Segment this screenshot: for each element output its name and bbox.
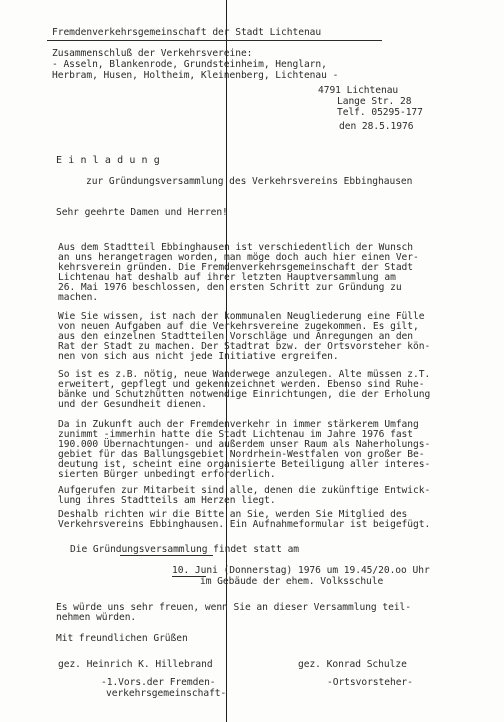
signature-left-role: -1.Vors.der Fremden- [101,677,216,688]
merger-intro: Zusammenschluß der Verkehrsvereine: [52,48,253,59]
paragraph-1-line: kehrsverein gründen. Die Fremdenverkehrsgemeinschaft der Stadt [58,262,414,273]
paragraph-3-line: erweitert, gepflegt und gekennzeichnet werden. Ebenso sind Ruhe- [58,379,425,390]
paragraph-4-line: sierten Bürger unbedingt erforderlich. [58,469,276,480]
merger-line-2: Herbram, Husen, Holtheim, Kleinenberg, Lichtenau - [52,70,339,81]
address-street: Lange Str. 28 [337,96,412,107]
address-phone: Telf. 05295-177 [337,107,423,118]
paragraph-6-line: Deshalb richten wir die Bitte an Sie, werden Sie Mitglied des [58,509,408,520]
paragraph-1-line: Aus dem Stadtteil Ebbinghausen ist verschiedentlich der Wunsch [58,242,414,253]
paragraph-4-line: deutung ist, scheint eine organisierte Beteiligung aller interes- [58,459,431,470]
meeting-location: im Gebäude der ehem. Volksschule [200,576,384,587]
signature-left-name: gez. Heinrich K. Hillebrand [58,659,213,670]
paragraph-4-line: gebiet für das Ballungsgebiet Nordrhein-Westfalen von großer Be- [58,449,425,460]
paragraph-3-line: So ist es z.B. nötig, neue Wanderwege anzulegen. Alte müssen z.T. [58,369,431,380]
letterhead-org: Fremdenverkehrsgemeinschaft der Stadt Lichtenau [52,27,322,38]
letter-subtitle: zur Gründungsversammlung des Verkehrsvereins Ebbinghausen [86,176,413,187]
address-city: 4791 Lichtenau [318,85,399,96]
merger-line-1: - Asseln, Blankenrode, Grundsteinheim, Henglarn, [52,59,327,70]
meeting-date-time: 10. Juni (Donnerstag) 1976 um 19.45/20.oo Uhr [172,565,430,576]
signature-left-role: verkehrsgemeinschaft- [106,688,227,699]
paragraph-1-line: 26. Mai 1976 beschlossen, den ersten Schritt zur Gründung zu [58,282,402,293]
paragraph-3-line: und der Gesundheit dienen. [58,399,207,410]
signature-right-role: -Ortsvorsteher- [327,677,413,688]
paragraph-2-line: nen von sich aus nicht jede Initiative ergreifen. [58,351,339,362]
meeting-intro: Die Gründungsversammlung findet statt am [70,544,300,555]
letter-title: Einladung [56,155,166,166]
meeting-word-underline [120,555,213,556]
closing-line-2: nehmen würden. [56,612,137,623]
paragraph-4-line: Da in Zukunft auch der Fremdenverkehr in immer stärkerem Umfang [58,419,419,430]
paragraph-2-line: aus den einzelnen Stadtteilen Vorschläge und Anregungen an den [58,331,414,342]
paragraph-3-line: bänke und Schutzhütten notwendige Einrichtungen, die der Erholung [58,389,431,400]
letterhead-rule-dash [47,40,52,41]
signature-right-name: gez. Konrad Schulze [298,659,407,670]
paragraph-2-line: von neuen Aufgaben auf die Verkehrsvereine zugekommen. Es gilt, [58,321,419,332]
paragraph-1-line: machen. [58,292,99,303]
letter-date: den 28.5.1976 [339,121,414,132]
paragraph-4-line: 190.000 Übernachtungen- und außerdem unser Raum als Naherholungs- [58,439,431,450]
paragraph-1-line: Lichtenau hat deshalb auf ihrer letzten Hauptversammlung am [58,272,396,283]
paragraph-4-line: zunimmt -immerhin hatte die Stadt Lichtenau im Jahre 1976 fast [58,429,414,440]
paragraph-5-line: lung ihres Stadtteils am Herzen liegt. [58,495,276,506]
greeting: Mit freundlichen Grüßen [56,633,188,644]
paragraph-2-line: Wie Sie wissen, ist nach der kommunalen Neugliederung eine Fülle [58,311,425,322]
paragraph-5-line: Aufgerufen zur Mitarbeit sind alle, denen die zukünftige Entwick- [58,485,431,496]
closing-line-1: Es würde uns sehr freuen, wenn Sie an dieser Versammlung teil- [56,602,412,613]
paragraph-6-line: Verkehrsvereins Ebbinghausen. Ein Aufnahmeformular ist beigefügt. [58,519,431,530]
paragraph-2-line: Rat der Stadt zu machen. Der Stadtrat bzw. der Ortsvorsteher kön- [58,341,431,352]
letterhead-rule [52,40,382,41]
paragraph-1-line: an uns herangetragen worden, man möge doch auch hier einen Ver- [58,252,419,263]
salutation: Sehr geehrte Damen und Herren! [56,207,228,218]
